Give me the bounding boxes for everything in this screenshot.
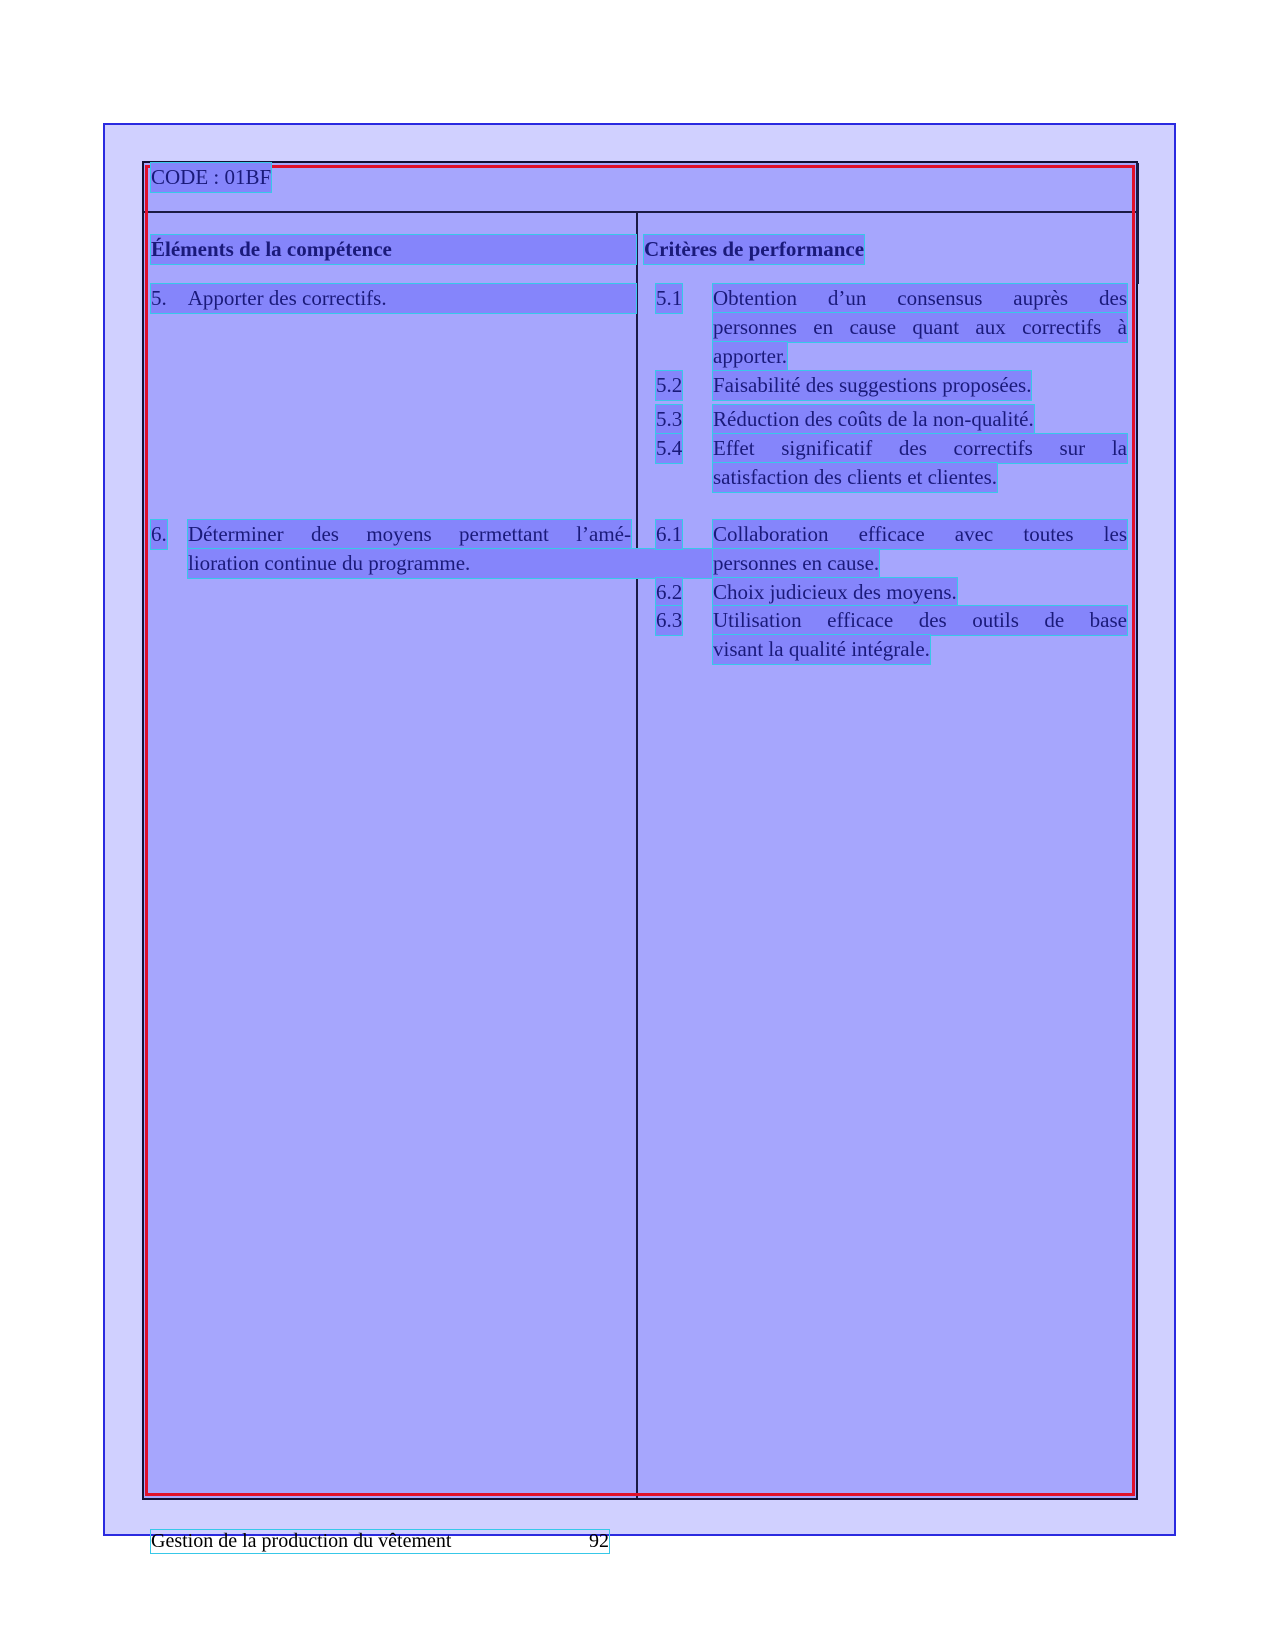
element-text: Déterminer des moyens permettant l’amé- [188, 520, 631, 549]
criterion-text: Utilisation efficace des outils de base [713, 606, 1127, 635]
criterion-number: 5.4 [656, 434, 682, 463]
column-divider [636, 212, 638, 1498]
criterion-text: Obtention d’un consensus auprès des [713, 284, 1127, 313]
criterion-text: satisfaction des clients et clientes. [713, 463, 997, 492]
right-column-header: Critères de performance [644, 235, 864, 264]
criterion-number: 6.3 [656, 606, 682, 635]
criterion-text: Réduction des coûts de la non-qualité. [713, 405, 1034, 434]
criterion-text: Faisabilité des suggestions proposées. [713, 371, 1031, 400]
criterion-text: visant la qualité intégrale. [713, 635, 930, 664]
element-5-row [151, 284, 636, 313]
criterion-number: 5.1 [656, 284, 682, 313]
element-text: Apporter des correctifs. [187, 286, 387, 310]
page-footer [151, 1530, 609, 1553]
table-right-edge [1136, 163, 1139, 284]
code-label: CODE : 01BF [151, 163, 271, 192]
criterion-text: Effet significatif des correctifs sur la [713, 434, 1127, 463]
element-number: 6. [151, 520, 167, 549]
criterion-text: personnes en cause quant aux correctifs à [713, 313, 1127, 342]
left-column-header: Éléments de la compétence [151, 235, 636, 264]
criterion-text: personnes en cause. [713, 549, 879, 578]
criterion-number: 5.2 [656, 371, 682, 400]
element-text: lioration continue du programme. [188, 549, 713, 578]
criterion-number: 5.3 [656, 405, 682, 434]
header-divider [144, 211, 1137, 213]
criterion-text: Collaboration efficace avec toutes les [713, 520, 1127, 549]
criterion-number: 6.1 [656, 520, 682, 549]
criterion-number: 6.2 [656, 578, 682, 607]
element-number: 5. [151, 286, 167, 310]
page-number: 92 [589, 1530, 609, 1552]
competence-table [142, 161, 1138, 1500]
footer-title: Gestion de la production du vêtement [151, 1530, 452, 1552]
criterion-text: Choix judicieux des moyens. [713, 578, 957, 607]
criterion-text: apporter. [713, 342, 787, 371]
